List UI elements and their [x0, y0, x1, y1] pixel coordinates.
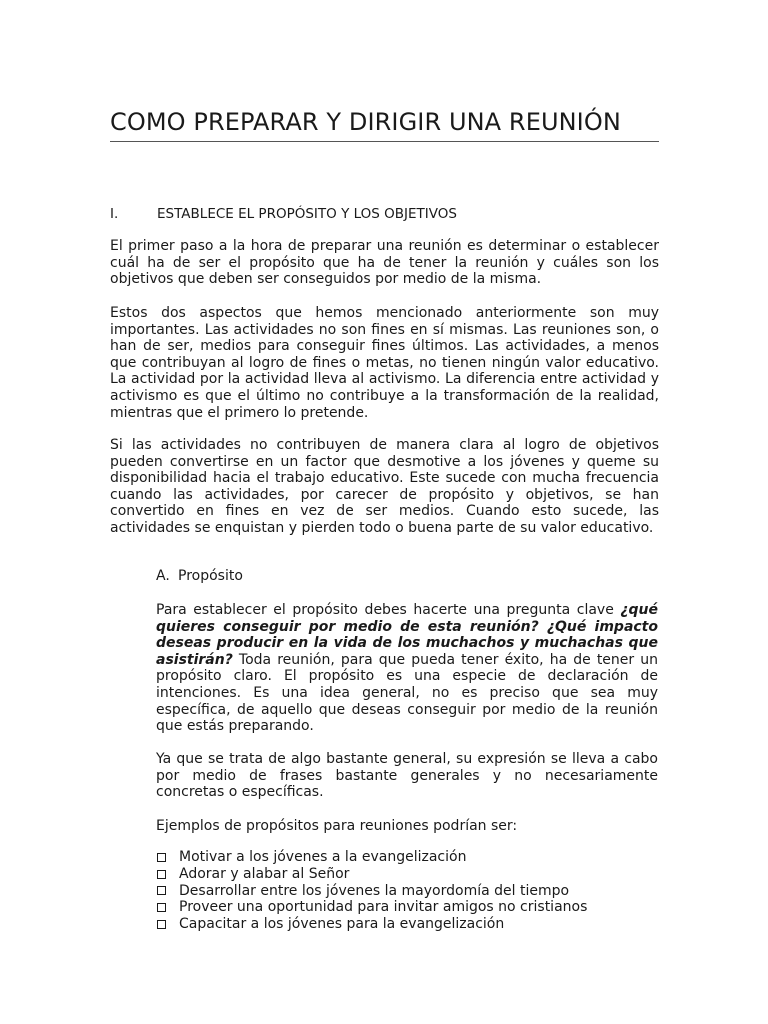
list-item-text: Motivar a los jóvenes a la evangelización: [179, 849, 467, 865]
checkbox-bullet-icon: [157, 903, 166, 912]
list-item: [156, 899, 666, 916]
list-item: [156, 866, 666, 883]
subsection-title: Propósito: [178, 568, 243, 584]
checkbox-bullet-icon: [157, 886, 166, 895]
list-item-text: Adorar y alabar al Señor: [179, 865, 350, 882]
subsection-heading: [156, 568, 243, 585]
paragraph-general: Ya que se trata de algo bastante general, su expresión se lleva a cabo por medio de frases bastante generales y no necesariamente concretas o específicas.: [156, 751, 658, 801]
examples-list: [156, 849, 666, 933]
section-title: ESTABLECE EL PROPÓSITO Y LOS OBJETIVOS: [157, 206, 457, 222]
purpose-lead: Para establecer el propósito debes hacerte una pregunta clave: [156, 602, 621, 618]
section-heading: [110, 206, 659, 223]
checkbox-bullet-icon: [157, 920, 166, 929]
list-item-text: Capacitar a los jóvenes para la evangelización: [179, 916, 505, 933]
list-item: [156, 916, 666, 933]
list-item: [156, 883, 666, 900]
section-number: I.: [110, 206, 119, 222]
paragraph-3: Si las actividades no contribuyen de manera clara al logro de objetivos pueden convertirse en un factor que desmotive a los jóvenes y queme su disponibilidad hacia el trabajo educativo. Este sucede con mucha frecuencia cuando las actividades, por carecer de propósito y objetivos, se han convertido en fines en vez de ser medios. Cuando esto sucede, las actividades se enquistan y pierden todo o buena parte de su valor educativo.: [110, 437, 659, 536]
purpose-rest: Toda reunión, para que pueda tener éxito, ha de tener un propósito claro. El propósito es una especie de declaración de intenciones. Es una idea general, no es preciso que sea muy específica, de aquello que deseas conseguir por medio de la reunión que estás preparando.: [156, 651, 658, 735]
paragraph-2: Estos dos aspectos que hemos mencionado anteriormente son muy importantes. Las actividades no son fines en sí mismas. Las reuniones son, o han de ser, medios para conseguir fines últimos. Las actividades, a menos que contribuyan al logro de fines o metas, no tienen ningún valor educativo. La actividad por la actividad lleva al activismo. La diferencia entre actividad y activismo es que el último no contribuye a la transformación de la realidad, mientras que el primero lo pretende.: [110, 305, 659, 421]
examples-intro: Ejemplos de propósitos para reuniones podrían ser:: [156, 818, 518, 834]
list-item: [156, 849, 666, 866]
list-item-text: Desarrollar entre los jóvenes la mayordomía del tiempo: [179, 882, 570, 899]
checkbox-bullet-icon: [157, 853, 166, 862]
list-item-text: Proveer una oportunidad para invitar amigos no cristianos: [179, 899, 588, 916]
checkbox-bullet-icon: [157, 870, 166, 879]
purpose-question: ¿qué quieres conseguir por medio de esta reunión? ¿Qué impacto deseas producir en la vida de los muchachos y muchachas que asistirán?: [156, 602, 658, 668]
subsection-letter: A.: [156, 568, 170, 584]
purpose-paragraph: [156, 602, 658, 735]
document-title: COMO PREPARAR Y DIRIGIR UNA REUNIÓN: [110, 106, 659, 142]
paragraph-1: El primer paso a la hora de preparar una reunión es determinar o establecer cuál ha de ser el propósito que ha de tener la reunión y cuáles son los objetivos que deben ser conseguidos por medio de la misma.: [110, 238, 659, 288]
